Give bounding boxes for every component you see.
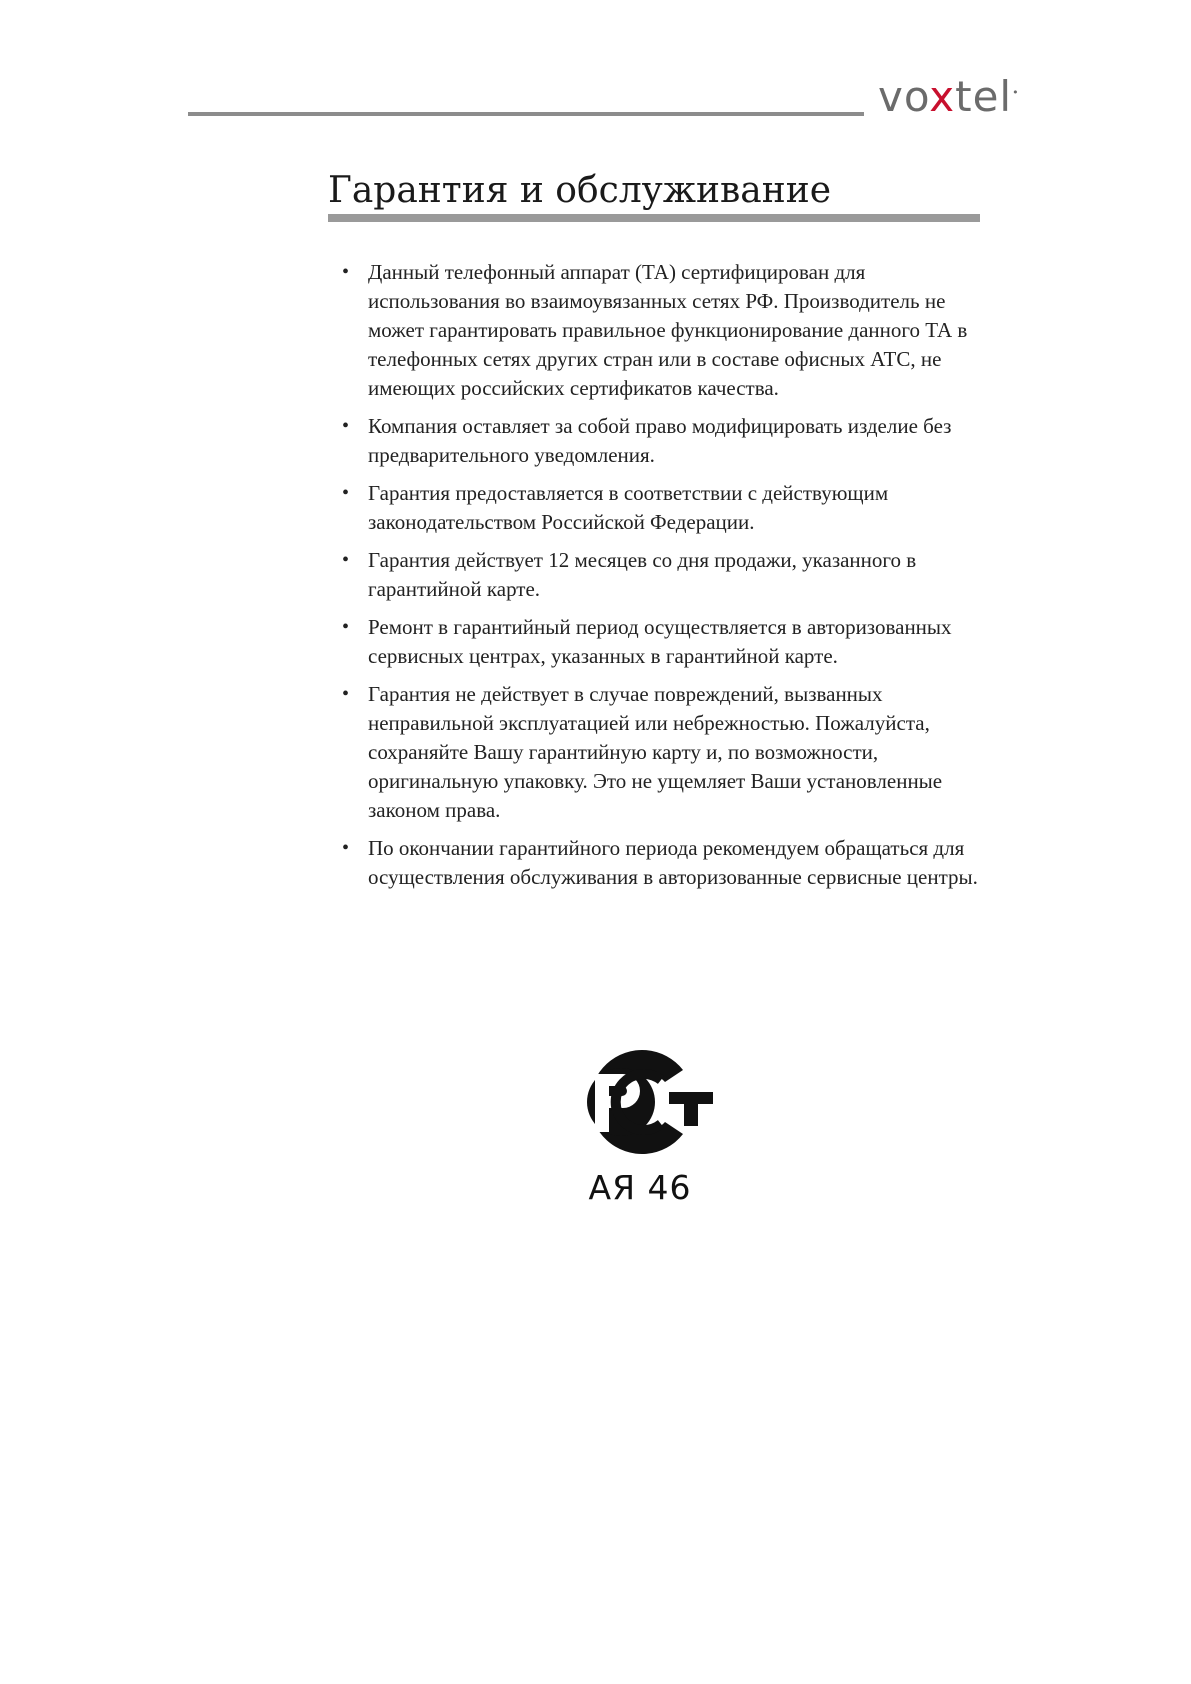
page-title: Гарантия и обслуживание [328, 170, 831, 211]
list-item: • Гарантия не действует в случае повреждений, вызванных неправильной эксплуатацией или небрежностью. Пожалуйста, сохраняйте Вашу гарантийную карту и, по возможности, оригинальную упаковку. Это не ущемляет Ваши установленные законом права. [338, 680, 978, 825]
registered-mark: • [1012, 86, 1020, 99]
list-item: • Гарантия действует 12 месяцев со дня продажи, указанного в гарантийной карте. [338, 546, 978, 604]
list-item: • По окончании гарантийного периода рекомендуем обращаться для осуществления обслуживания в авторизованные сервисные центры. [338, 834, 978, 892]
logo-x-mark: x [929, 72, 956, 121]
certification-code: АЯ 46 [588, 1168, 692, 1207]
list-item: • Ремонт в гарантийный период осуществляется в авторизованных сервисных центрах, указанных в гарантийной карте. [338, 613, 978, 671]
logo-letters-vo: vo [878, 72, 930, 121]
rst-certification-mark-icon [565, 1046, 715, 1158]
header-rule [188, 112, 864, 116]
list-item: • Компания оставляет за собой право модифицировать изделие без предварительного уведомления. [338, 412, 978, 470]
list-item: • Данный телефонный аппарат (ТА) сертифицирован для использования во взаимоувязанных сетях РФ. Производитель не может гарантировать правильное функционирование данного ТА в телефонных сетях других стран или в составе офисных АТС, не имеющих российских сертификатов качества. [338, 258, 978, 403]
voxtel-logo-icon [878, 72, 1020, 121]
title-underline [328, 214, 980, 222]
warranty-terms-list [338, 258, 978, 901]
certification-block [560, 1046, 720, 1207]
logo-letters-tel: tel [955, 72, 1013, 121]
list-item: • Гарантия предоставляется в соответствии с действующим законодательством Российской Федерации. [338, 479, 978, 537]
